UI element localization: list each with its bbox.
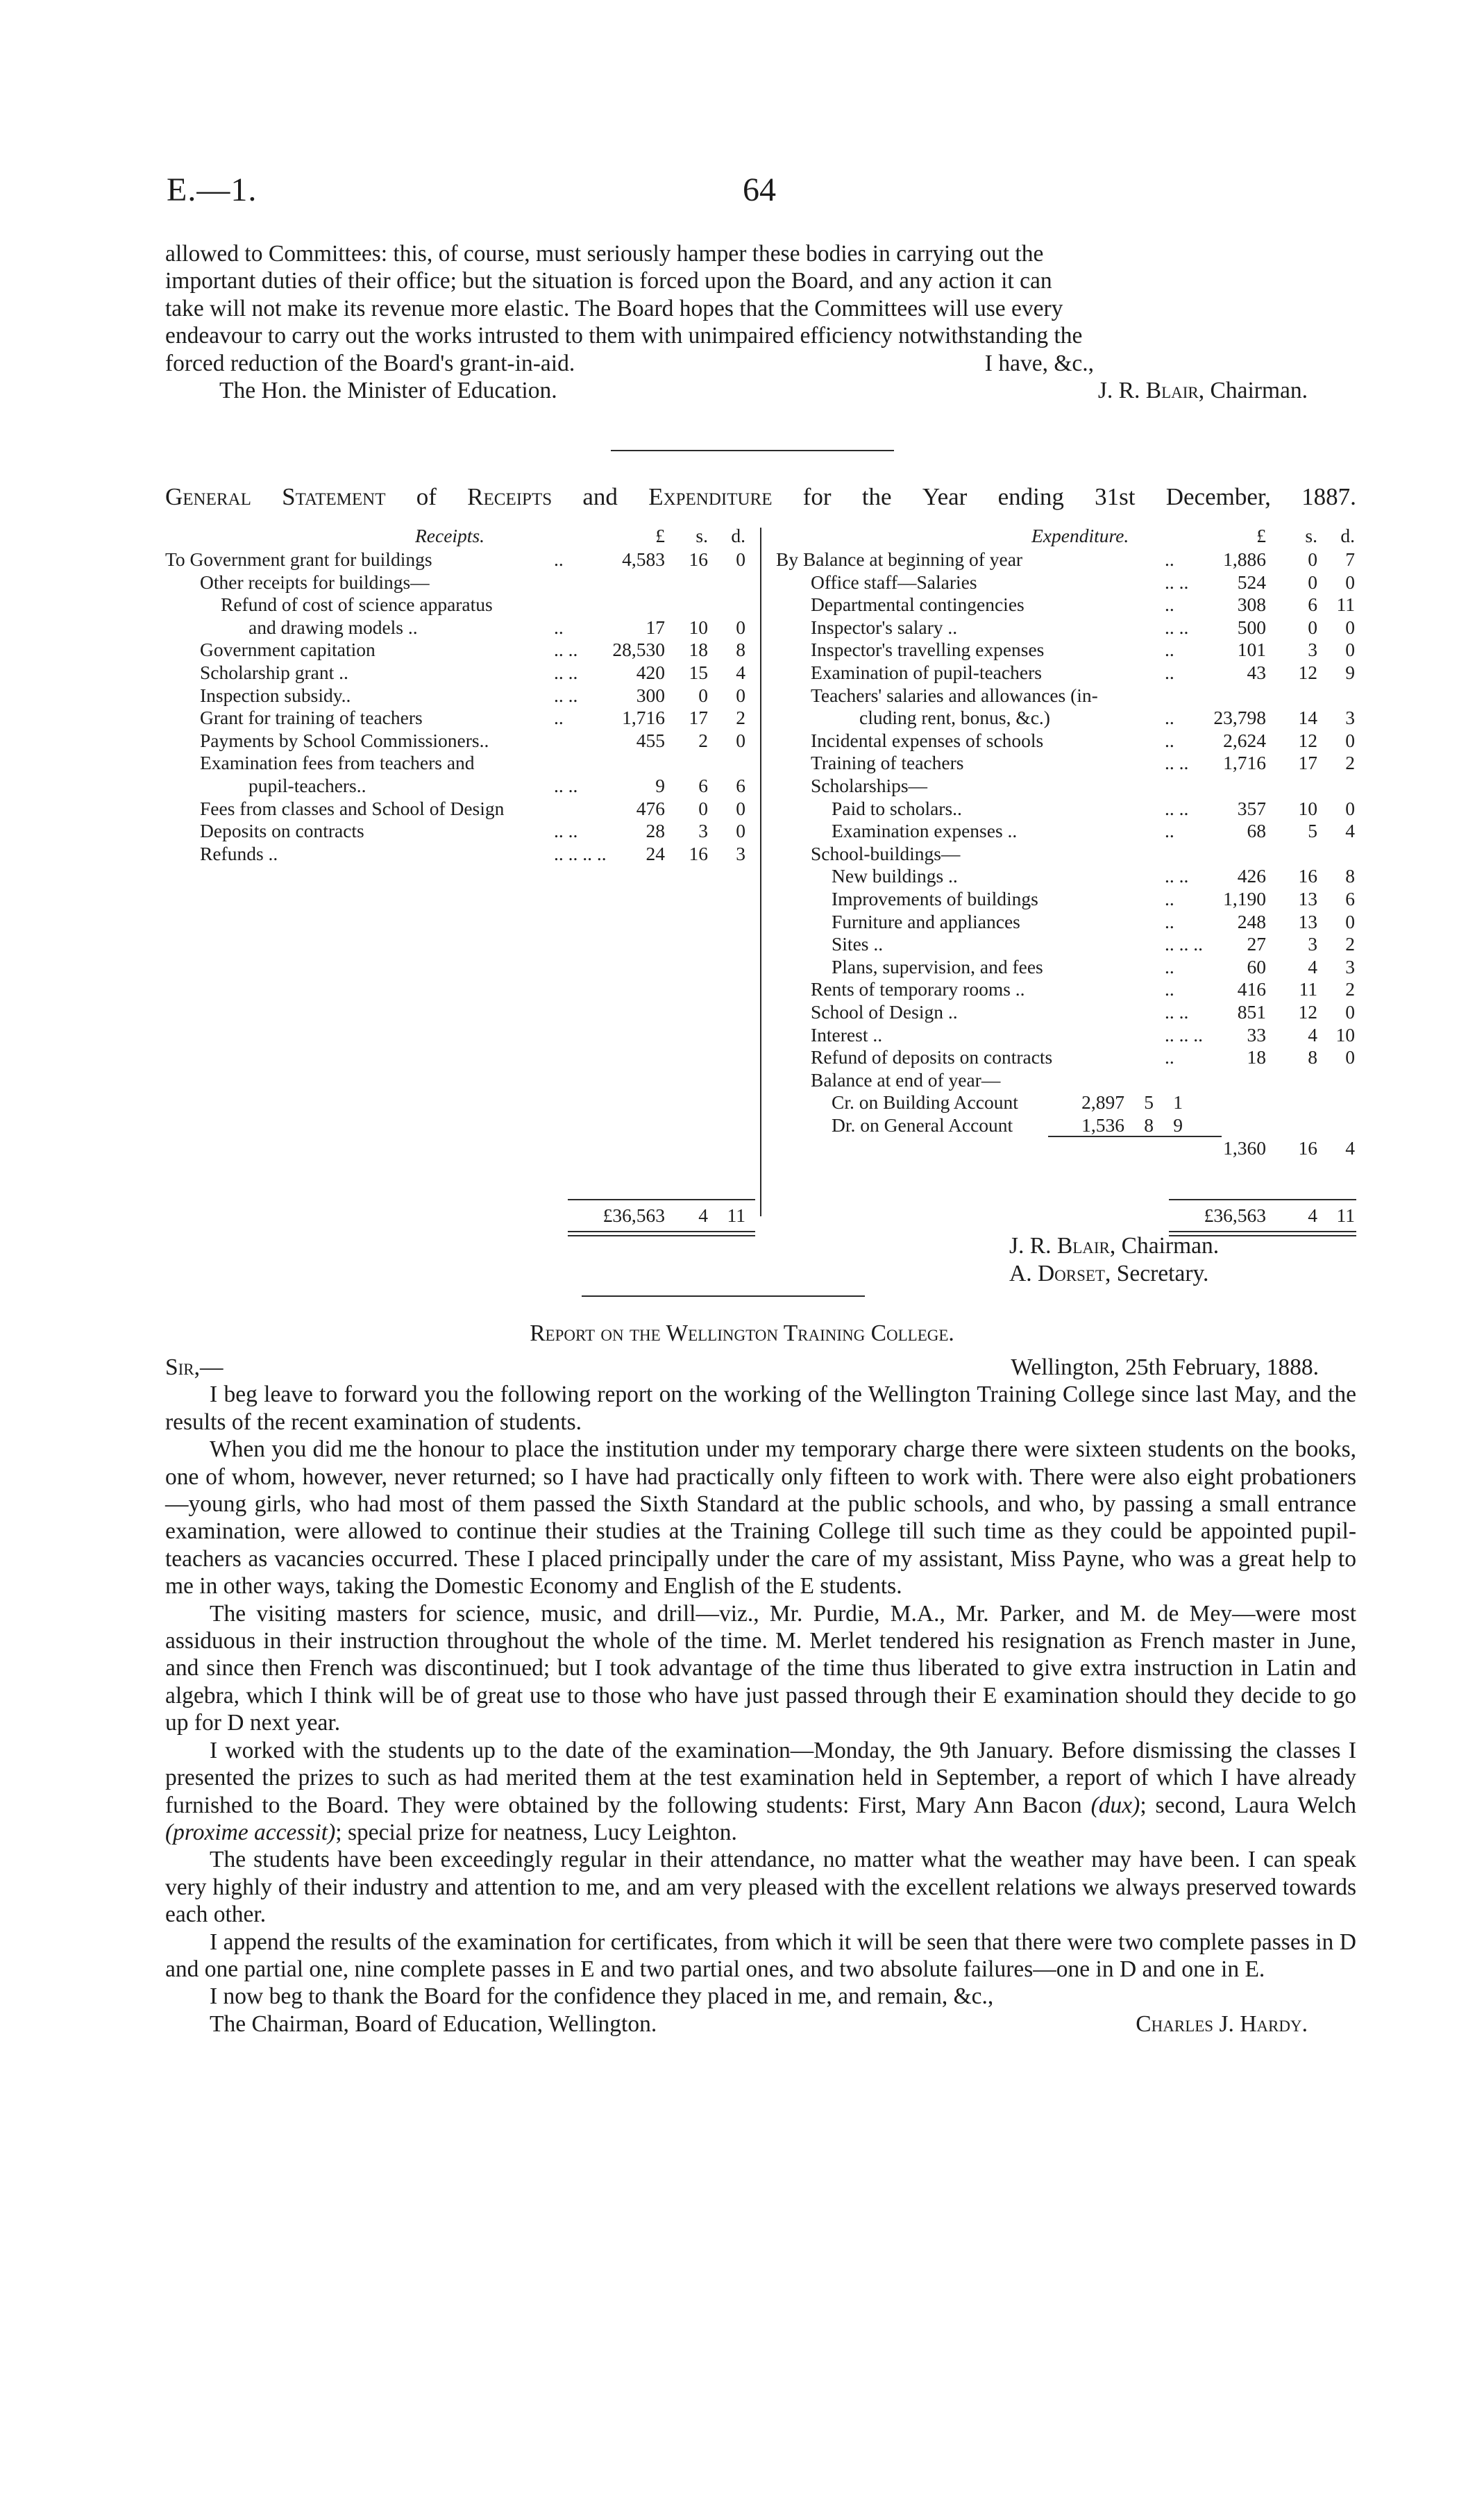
total-double-rule [568,1231,755,1232]
report-body [165,1354,1356,2038]
pounds-header: £ [1256,525,1266,546]
pounds-value: 851 [1237,1001,1266,1023]
pence-value: 8 [736,639,745,661]
pence-value: 0 [1345,1046,1355,1068]
report-paragraph: The visiting masters for science, music, and drill—viz., Mr. Purdie, M.A., Mr. Parker, and M. de Mey—were most assiduous in their instruction throughout the whole of the time. M. Merlet tendered his resignation as French master in June, and since then French was discontinued; but I took advantage of the time thus liberated to give extra instruction in Latin and algebra, which I think will be of great use to those who have just passed through their E examination should they decide to go up for D next year. [165,1600,1356,1736]
shillings-value: 6 [698,775,708,796]
pence-value: 0 [736,684,745,706]
shillings-header: s. [1305,525,1317,546]
pence-value: 3 [1345,707,1355,729]
shillings-value: 13 [1298,910,1317,932]
line-item-label: By Balance at beginning of year [776,548,1023,570]
leader-dots: .. [554,616,564,638]
pence-value: 9 [1345,662,1355,683]
line-item-label: New buildings .. [832,865,958,887]
pence-value: 0 [1345,1001,1355,1023]
pounds-value: 300 [636,684,665,706]
total-pence: 11 [727,1204,745,1227]
report-paragraph: When you did me the honour to place the institution under my temporary charge there were sixteen students on the books, one of whom, however, never returned; so I have had practically only fifteen to work with. There were also eight probationers—young girls, who had most of them passed the Sixth Standard at the public schools, and who, by passing a small entrance examination, were allowed to continue their studies at the Training College till such time as they could be appointed pupil-teachers as vacancies occurred. These I placed principally under the care of my assistant, Miss Payne, who was a great help to me in other ways, taking the Domestic Economy and English of the E students. [165,1436,1356,1600]
leader-dots: .. .. .. [1165,1023,1203,1046]
pence-value: 3 [736,842,745,864]
total-top-rule [568,1199,755,1200]
shillings-value: 16 [1298,1136,1317,1159]
report-paragraph-prizes: I worked with the students up to the date of the examination—Monday, the 9th January. Before dismissing the classes I presented the prizes to such as had merited them at the test examination held in September, a report of which I have already furnished to the Board. They were obtained by the following students: First, Mary Ann Bacon (dux); second, Laura Welch (proxime accessit); special prize for neatness, Lucy Leighton. [165,1737,1357,1845]
pence-value: 11 [1336,594,1355,616]
pence-value: 0 [736,820,745,842]
total-shillings: 4 [1308,1204,1317,1227]
leader-dots: .. .. [554,775,578,796]
pounds-value: 357 [1237,797,1266,819]
line-item-label: Improvements of buildings [832,888,1038,909]
pounds-value: 248 [1237,910,1266,932]
report-date: Wellington, 25th February, 1888. [1011,1354,1319,1380]
pounds-value: 18 [1247,1046,1266,1068]
leader-dots: .. [1165,594,1174,616]
report-salutation-row [165,1354,1356,1381]
pence-value: 4 [736,662,745,683]
shillings-value: 13 [1298,888,1317,909]
pounds-value: 500 [1237,616,1266,638]
shillings-value: 16 [1298,865,1317,887]
pounds-value: 1,360 [1223,1136,1266,1159]
pounds-value: 476 [636,797,665,819]
shillings-value: 2 [698,729,708,751]
pounds-value: 101 [1237,639,1266,661]
inner-shillings-value: 8 [1144,1114,1154,1136]
line-item-label: Refund of cost of science apparatus [221,594,493,616]
pence-header: d. [1340,525,1355,546]
line-item-label: Payments by School Commissioners.. [200,729,489,751]
shillings-value: 16 [689,842,708,864]
shillings-value: 3 [698,820,708,842]
shillings-value: 4 [1308,955,1317,977]
line-item-label: Cr. on Building Account [832,1091,1018,1114]
pounds-value: 308 [1237,594,1266,616]
letter-continuation [165,240,1356,404]
letter-line: allowed to Committees: this, of course, must seriously hamper these bodies in carrying out the [165,241,1044,267]
pence-value: 2 [1345,752,1355,774]
line-item-label: Government capitation [200,639,376,661]
pounds-value: 24 [646,842,665,864]
pounds-value: 27 [1247,933,1266,955]
statement-signature-chairman: J. R. Blair, Chairman. [1009,1233,1220,1259]
leader-dots: .. [554,707,564,729]
pence-value: 6 [736,775,745,796]
inner-pence-value: 1 [1173,1091,1183,1114]
report-addressee: The Chairman, Board of Education, Wellington. [210,2011,657,2037]
line-item-label: Paid to scholars.. [832,797,962,819]
leader-dots: .. .. [1165,865,1189,887]
total-top-rule [1169,1199,1356,1200]
shillings-value: 0 [1308,548,1317,570]
shillings-value: 4 [1308,1023,1317,1046]
pounds-value: 60 [1247,955,1266,977]
line-item-label: Interest .. [811,1023,883,1046]
pounds-value: 68 [1247,820,1266,842]
pounds-value: 28 [646,820,665,842]
leader-dots: .. .. [554,662,578,683]
inner-pounds-value: 1,536 [1081,1114,1124,1136]
letter-addressee: The Hon. the Minister of Education. [219,378,557,404]
pounds-value: 1,716 [1223,752,1266,774]
leader-dots: .. [1165,910,1174,932]
report-signature-row [165,2011,1356,2038]
line-item-label: Examination of pupil-teachers [811,662,1042,683]
line-item-label: Teachers' salaries and allowances (in- [811,684,1098,706]
total-shillings: 4 [698,1204,708,1227]
inner-pence-value: 9 [1173,1114,1183,1136]
report-paragraph: The students have been exceedingly regular in their attendance, no matter what the weather may have been. I can speak very highly of their industry and attention to me, and am very pleased with the excellent relations we always preserved towards each other. [165,1847,1356,1928]
pence-value: 0 [1345,797,1355,819]
section-divider [611,450,894,451]
pence-value: 0 [736,548,745,570]
line-item-label: Plans, supervision, and fees [832,955,1043,977]
leader-dots: .. [1165,639,1174,661]
line-item-label: School of Design .. [811,1001,958,1023]
leader-dots: .. .. [554,820,578,842]
leader-dots: .. .. [1165,797,1189,819]
report-signature: Charles J. Hardy. [1136,2011,1308,2037]
line-item-label: Departmental contingencies [811,594,1025,616]
inner-shillings-value: 5 [1144,1091,1154,1114]
line-item-label: To Government grant for buildings [165,548,432,570]
total-pounds: £36,563 [602,1204,665,1227]
line-item-label: Training of teachers [811,752,964,774]
leader-dots: .. [1165,888,1174,909]
inner-pounds-value: 2,897 [1081,1091,1124,1114]
shillings-value: 0 [698,797,708,819]
shillings-value: 15 [689,662,708,683]
pence-value: 2 [736,707,745,729]
report-paragraph: I beg leave to forward you the following report on the working of the Wellington Training College since last May, and the results of the recent examination of students. [165,1382,1356,1435]
pounds-value: 17 [646,616,665,638]
line-item-label: Refund of deposits on contracts [811,1046,1053,1068]
line-item-label: Sites .. [832,933,884,955]
shillings-value: 8 [1308,1046,1317,1068]
total-pounds: £36,563 [1204,1204,1266,1227]
receipts-heading: Receipts. [415,525,485,546]
pounds-value: 420 [636,662,665,683]
pounds-value: 524 [1237,571,1266,593]
report-paragraph: I append the results of the examination for certificates, from which it will be seen that there were two complete passes in D and one partial one, nine complete passes in E and two partial ones, and two absolute failures—one in D and one in E. [165,1929,1356,1982]
leader-dots: .. [1165,729,1174,751]
line-item-label: Grant for training of teachers [200,707,423,729]
shillings-value: 11 [1299,978,1317,1000]
leader-dots: .. .. [554,684,578,706]
letter-last-line: forced reduction of the Board's grant-in-aid. [165,350,575,376]
line-item-label: Examination fees from teachers and [200,752,475,774]
pounds-value: 33 [1247,1023,1266,1046]
pounds-value: 1,190 [1223,888,1266,909]
total-pence: 11 [1336,1204,1355,1227]
letter-line: take will not make its revenue more elastic. The Board hopes that the Committees will use every [165,295,1063,321]
pence-value: 10 [1335,1023,1355,1046]
shillings-value: 5 [1308,820,1317,842]
shillings-value: 17 [1298,752,1317,774]
line-item-label: pupil-teachers.. [248,775,366,796]
section-divider [582,1295,865,1297]
shillings-value: 3 [1308,639,1317,661]
expenditure-heading: Expenditure. [1031,525,1129,546]
pence-header: d. [731,525,745,546]
shillings-value: 12 [1298,729,1317,751]
line-item-label: Incidental expenses of schools [811,729,1044,751]
shillings-value: 0 [1308,571,1317,593]
pence-value: 4 [1345,1136,1355,1159]
shillings-value: 10 [689,616,708,638]
leader-dots: .. .. [1165,752,1189,774]
line-item-label: Fees from classes and School of Design [200,797,505,819]
shillings-value: 6 [1308,594,1317,616]
report-salutation: Sir,— [165,1354,224,1380]
pence-value: 0 [1345,910,1355,932]
pence-value: 0 [1345,616,1355,638]
column-divider [760,528,761,1216]
letter-line: important duties of their office; but the situation is forced upon the Board, and any action it can [165,268,1052,294]
pounds-value: 23,798 [1213,707,1266,729]
leader-dots: .. [1165,707,1174,729]
pence-value: 6 [1345,888,1355,909]
letter-signature: J. R. Blair, Chairman. [1097,378,1308,404]
line-item-label: Rents of temporary rooms .. [811,978,1025,1000]
shillings-value: 0 [1308,616,1317,638]
report-paragraph: I now beg to thank the Board for the confidence they placed in me, and remain, &c., [210,1983,994,2010]
line-item-label: Inspector's travelling expenses [811,639,1045,661]
line-item-label: Balance at end of year— [811,1068,1001,1091]
pounds-value: 43 [1247,662,1266,683]
pence-value: 0 [736,616,745,638]
pence-value: 2 [1345,933,1355,955]
line-item-label: Refunds .. [200,842,278,864]
line-item-label: Scholarships— [811,775,928,796]
shillings-value: 12 [1298,1001,1317,1023]
line-item-label: Scholarship grant .. [200,662,348,683]
letter-closing: I have, &c., [984,350,1094,376]
line-item-label: Inspection subsidy.. [200,684,351,706]
shillings-value: 18 [689,639,708,661]
expenditure-column [776,525,1370,1227]
line-item-label: Inspector's salary .. [811,616,958,638]
receipts-column [165,525,758,1227]
shillings-value: 0 [698,684,708,706]
pence-value: 0 [736,729,745,751]
shillings-value: 14 [1298,707,1317,729]
pence-value: 3 [1345,955,1355,977]
pounds-value: 9 [655,775,665,796]
leader-dots: .. [1165,820,1174,842]
leader-dots: .. [1165,548,1174,570]
line-item-label: School-buildings— [811,842,961,864]
shillings-value: 3 [1308,933,1317,955]
pence-value: 0 [1345,639,1355,661]
leader-dots: .. .. [1165,1001,1189,1023]
line-item-label: Furniture and appliances [832,910,1020,932]
pounds-value: 4,583 [622,548,665,570]
pounds-value: 416 [1237,978,1266,1000]
leader-dots: .. .. [1165,571,1189,593]
line-item-label: Examination expenses .. [832,820,1018,842]
leader-dots: .. [1165,1046,1174,1068]
leader-dots: .. [554,548,564,570]
leader-dots: .. .. .. [1165,933,1203,955]
line-item-label: and drawing models .. [248,616,418,638]
leader-dots: .. .. [1165,616,1189,638]
letter-closing-row [165,350,1356,377]
line-item-label: Other receipts for buildings— [200,571,430,593]
subtotal-rule [1048,1136,1222,1137]
letter-signature-row [165,377,1356,404]
leader-dots: .. [1165,978,1174,1000]
report-title: Report on the Wellington Training College. [530,1320,954,1346]
document-reference: E.—1. [167,171,258,208]
shillings-value: 16 [689,548,708,570]
pence-value: 0 [1345,729,1355,751]
shillings-header: s. [695,525,708,546]
pence-value: 2 [1345,978,1355,1000]
pounds-value: 1,716 [622,707,665,729]
pence-value: 0 [1345,571,1355,593]
pence-value: 4 [1345,820,1355,842]
pounds-value: 28,530 [612,639,665,661]
leader-dots: .. .. [554,639,578,661]
pounds-value: 426 [1237,865,1266,887]
pence-value: 8 [1345,865,1355,887]
line-item-label: Office staff—Salaries [811,571,977,593]
statement-title: General Statement of Receipts and Expenditure for the Year ending 31st December, 1887. [165,483,1356,510]
page-number: 64 [743,171,776,208]
line-item-label: cluding rent, bonus, &c.) [859,707,1050,729]
letter-line: endeavour to carry out the works intrusted to them with unimpaired efficiency notwithstanding the [165,323,1083,349]
leader-dots: .. .. .. .. [554,842,607,864]
leader-dots: .. [1165,955,1174,977]
total-double-rule [568,1235,755,1236]
pounds-value: 455 [636,729,665,751]
line-item-label: Dr. on General Account [832,1114,1013,1136]
pence-value: 7 [1345,548,1355,570]
shillings-value: 12 [1298,662,1317,683]
leader-dots: .. [1165,662,1174,683]
shillings-value: 10 [1298,797,1317,819]
pounds-header: £ [655,525,665,546]
pence-value: 0 [736,797,745,819]
line-item-label: Deposits on contracts [200,820,364,842]
pounds-value: 1,886 [1223,548,1266,570]
shillings-value: 17 [689,707,708,729]
statement-signature-secretary: A. Dorset, Secretary. [1009,1261,1209,1286]
pounds-value: 2,624 [1223,729,1266,751]
